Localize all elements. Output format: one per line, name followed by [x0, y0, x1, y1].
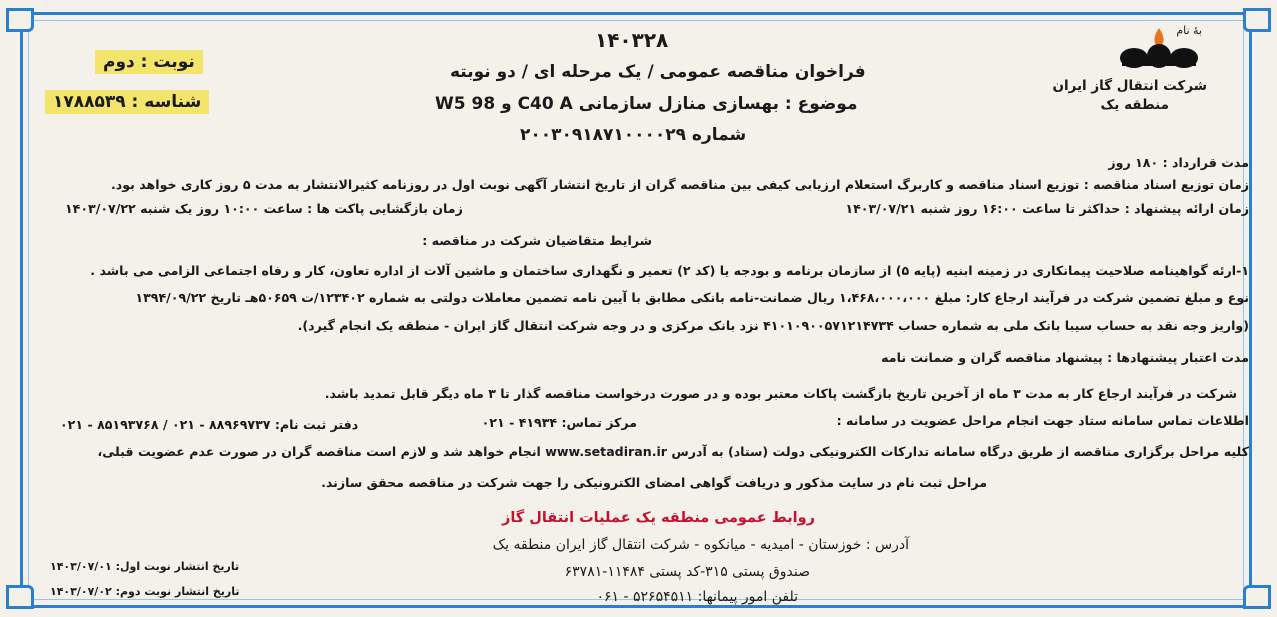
footer-phone: تلفن امور پیمانها: ۵۲۶۵۴۵۱۱ - ۰۶۱: [596, 589, 798, 605]
contact-intro: اطلاعات تماس سامانه ستاد جهت انجام مراحل عضویت در سامانه :: [836, 413, 1249, 428]
contract-term: مدت قرارداد : ۱۸۰ روز: [1108, 155, 1249, 170]
logo-tag: بۀ نام: [1176, 24, 1202, 37]
contact-office: دفتر ثبت نام: ۸۸۹۶۹۷۳۷ - ۰۲۱ / ۸۵۱۹۳۷۶۸ - ۰۲۱: [60, 417, 359, 432]
distribution-text: زمان توزیع اسناد مناقصه : توزیع اسناد مناقصه و کاربرگ استعلام ارزیابی کیفی بین مناقصه گران از تاریخ انتشار آگهی نوبت اول در روزنامه کثیرالانتشار به مدت ۵ روز کاری خواهد بود.: [111, 177, 1249, 192]
deposit-text: (واریز وجه نقد به حساب سیبا بانک ملی به شماره حساب ۴۱۰۱۰۹۰۰۵۷۱۲۱۴۷۳۴ نزد بانک مرکزی و در وجه شرکت انتقال گاز ایران - منطقه یک انجام گیرد).: [297, 318, 1249, 333]
validity-heading: مدت اعتبار پیشنهادها : پیشنهاد مناقصه گران و ضمانت نامه: [881, 350, 1249, 365]
id-label: شناسه : ۱۷۸۸۵۳۹: [45, 90, 209, 114]
org-name: شرکت انتقال گاز ایران: [1052, 78, 1207, 94]
conditions-heading: شرایط متقاضیان شرکت در مناقصه :: [422, 233, 652, 248]
validity-detail: شرکت در فرآیند ارجاع کار به مدت ۳ ماه از آخرین تاریخ بازگشت پاکات معتبر بوده و در صورت درخواست مناقصه گذار تا ۳ ماه دیگر قابل تمدید باشد.: [324, 386, 1237, 401]
notice-number: ۱۴۰۳۲۸: [595, 28, 669, 52]
setad-line-2: مراحل ثبت نام در سایت مذکور و دریافت گواهی امضای الکترونیکی را جهت شرکت در مناقصه محقق سازند.: [321, 475, 987, 490]
notice-title: فراخوان مناقصه عمومی / یک مرحله ای / دو نوبته: [450, 62, 866, 82]
corner-ornament: [1243, 8, 1271, 32]
corner-ornament: [6, 8, 34, 32]
opening-text: زمان بازگشایی پاکت ها : ساعت ۱۰:۰۰ روز یک شنبه ۱۴۰۳/۰۷/۲۲: [65, 201, 463, 216]
round-label: نوبت : دوم: [95, 50, 203, 74]
pub-date-second: تاریخ انتشار نوبت دوم: ۱۴۰۳/۰۷/۰۲: [50, 585, 240, 598]
footer-pobox: صندوق پستی ۳۱۵-کد پستی ۱۱۴۸۴-۶۳۷۸۱: [564, 564, 810, 580]
pub-date-first: تاریخ انتشار نوبت اول: ۱۴۰۳/۰۷/۰۱: [50, 560, 240, 573]
notice-subject: موضوع : بهسازی منازل سازمانی C40 A و W5 98: [435, 94, 858, 114]
footer-address: آدرس : خوزستان - امیدیه - میانکوه - شرکت انتقال گاز ایران منطقه یک: [492, 537, 909, 553]
submission-text: زمان ارائه پیشنهاد : حداکثر تا ساعت ۱۶:۰۰ روز شنبه ۱۴۰۳/۰۷/۲۱: [845, 201, 1249, 216]
pr-department: روابط عمومی منطقه یک عملیات انتقال گاز: [502, 510, 815, 526]
setad-line-1: کلیه مراحل برگزاری مناقصه از طریق درگاه سامانه تدارکات الکترونیکی دولت (ستاد) به آدرس www.setadiran.ir انجام خواهد شد و لازم است مناقصه گران در صورت عدم عضویت قبلی،: [97, 444, 1249, 459]
org-region: منطقه یک: [1100, 97, 1169, 113]
guarantee-text: نوع و مبلغ تضمین شرکت در فرآیند ارجاع کار: مبلغ ۱،۴۶۸،۰۰۰،۰۰۰ ریال ضمانت-نامه بانکی مطابق با آیین نامه تضمین معاملات دولتی به شماره ۱۲۳۴۰۲/ت ۵۰۶۵۹هـ تاریخ ۱۳۹۴/۰۹/۲۲: [135, 290, 1249, 305]
corner-ornament: [6, 585, 34, 609]
tender-number: شماره ۲۰۰۳۰۹۱۸۷۱۰۰۰۰۲۹: [520, 125, 747, 145]
condition-1: ۱-ارئه گواهینامه صلاحیت پیمانکاری در زمینه ابنیه (پایه ۵) از سازمان برنامه و بودجه یا (کد ۲) تعمیر و نگهداری ساختمان و ماشین آلات از اداره تعاون، کار و رفاه اجتماعی الزامی می باشد .: [90, 263, 1249, 278]
contact-center: مرکز تماس: ۴۱۹۳۴ - ۰۲۱: [481, 415, 637, 430]
corner-ornament: [1243, 585, 1271, 609]
